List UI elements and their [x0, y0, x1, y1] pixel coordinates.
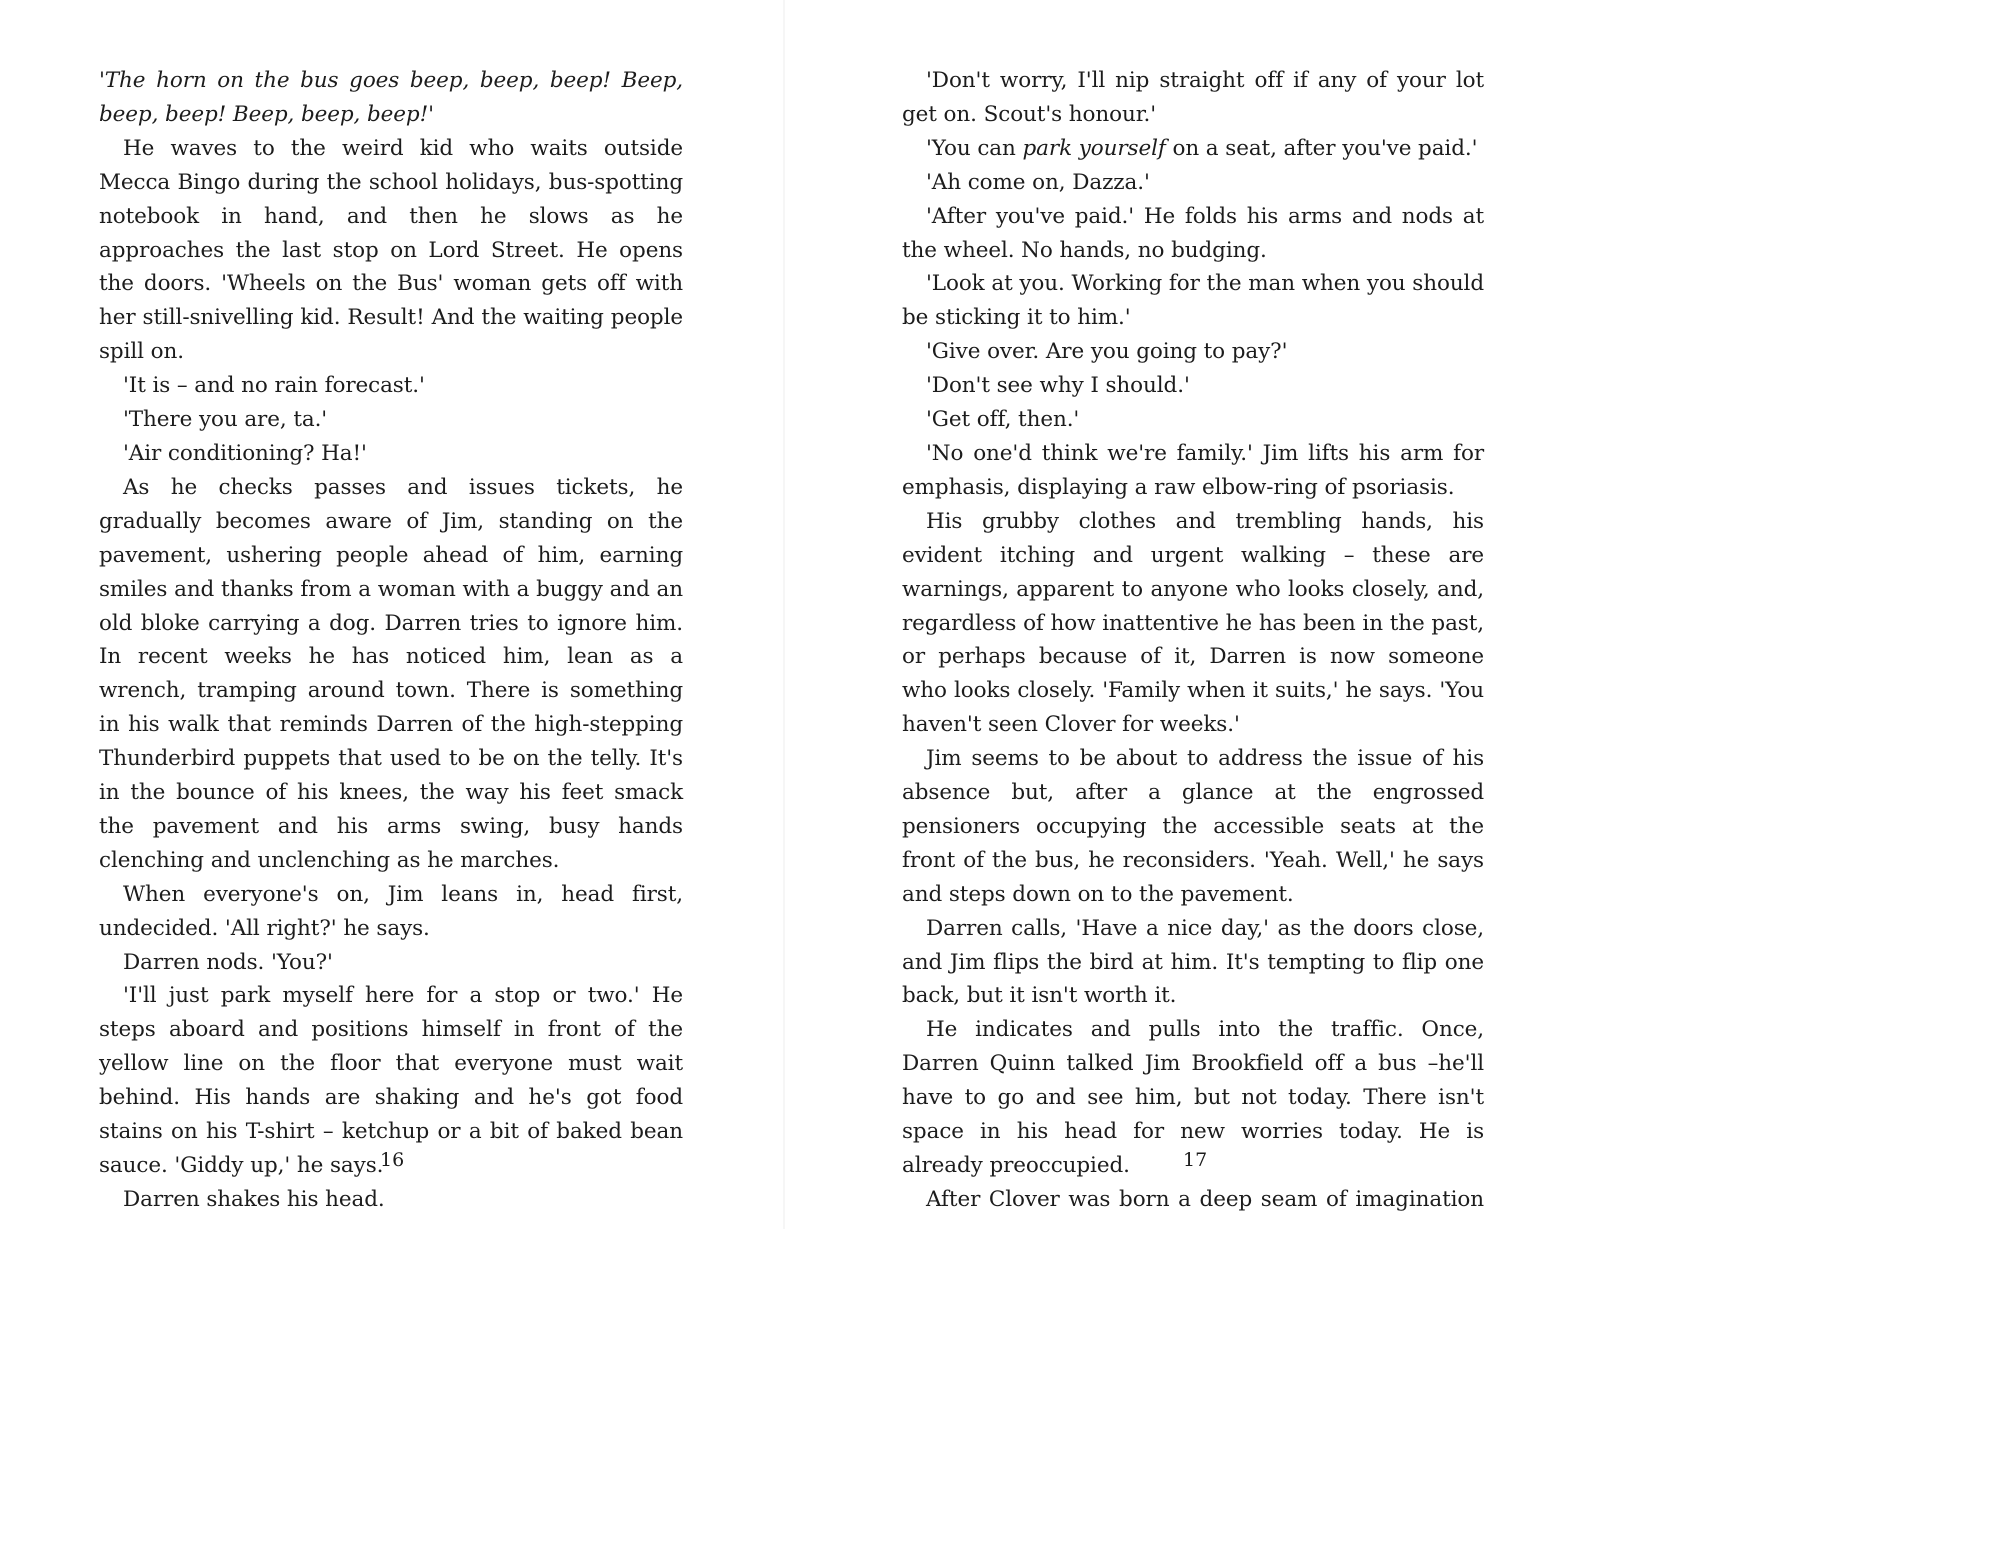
- text-segment: 'Don't see why I should.': [926, 373, 1190, 399]
- left-page: [0, 0, 784, 1229]
- text-segment: 'After you've paid.' He folds his arms and nods at the wheel. No hands, no budging.: [902, 203, 1484, 263]
- text-segment: on a seat, after you've paid.': [1165, 135, 1478, 161]
- text-segment: 'Air conditioning? Ha!': [123, 440, 367, 466]
- text-segment: 'Look at you. Working for the man when you should be sticking it to him.': [902, 271, 1484, 331]
- text-segment: His grubby clothes and trembling hands, his evident itching and urgent walking – these are warnings, apparent to anyone who looks closely, and, regardless of how inattentive he has been in the past, or perhaps because of it, Darren is now someone who looks closely. 'Family when it suits,' he says. 'You haven't seen Clover for weeks.': [902, 508, 1484, 738]
- paragraph: [902, 403, 1484, 437]
- paragraph: [902, 912, 1484, 1014]
- paragraph: [902, 200, 1484, 268]
- text-segment: He waves to the weird kid who waits outside Mecca Bingo during the school holidays, bus-spotting notebook in hand, and then he slows as he approaches the last stop on Lord Street. He opens the doors. 'Wheels on the Bus' woman gets off with her still-snivelling kid. Result! And the waiting people spill on.: [99, 135, 683, 365]
- text-segment: As he checks passes and issues tickets, he gradually becomes aware of Jim, standing on the pavement, ushering people ahead of him, earning smiles and thanks from a woman with a buggy and an old bloke carrying a dog. Darren tries to ignore him. In recent weeks he has noticed him, lean as a wrench, tramping around town. There is something in his walk that reminds Darren of the high-stepping Thunderbird puppets that used to be on the telly. It's in the bounce of his knees, the way his feet smack the pavement and his arms swing, busy hands clenching and unclenching as he marches.: [99, 474, 683, 873]
- paragraph: [99, 64, 683, 132]
- text-segment: 'No one'd think we're family.' Jim lifts his arm for emphasis, displaying a raw elbow-ring of psoriasis.: [902, 440, 1484, 500]
- page-number: 16: [380, 1149, 405, 1171]
- text-segment: 'There you are, ta.': [123, 407, 328, 433]
- text-segment: Darren calls, 'Have a nice day,' as the doors close, and Jim flips the bird at him. It's tempting to flip one back, but it isn't worth it.: [902, 915, 1484, 1009]
- italic-text-segment: park yourself: [1022, 135, 1166, 161]
- text-segment: 'Give over. Are you going to pay?': [926, 339, 1288, 365]
- paragraph: [99, 1183, 683, 1217]
- paragraph: [99, 369, 683, 403]
- text-segment: 'Don't worry, I'll nip straight off if any of your lot get on. Scout's honour.': [902, 68, 1484, 127]
- paragraph: [902, 335, 1484, 369]
- text-segment: After Clover was born a deep seam of imagination: [926, 1186, 1484, 1212]
- paragraph: [99, 403, 683, 437]
- paragraph: [902, 64, 1484, 132]
- text-segment: He indicates and pulls into the traffic. Once, Darren Quinn talked Jim Brookfield off a bus –he'll have to go and see him, but not today. There isn't space in his head for new worries today. He is already preoccupied.: [902, 1017, 1484, 1178]
- text-segment: 'Get off, then.': [926, 407, 1080, 433]
- paragraph: [902, 267, 1484, 335]
- paragraph: [99, 132, 683, 369]
- paragraph: [99, 946, 683, 980]
- text-segment: 'Ah come on, Dazza.': [926, 169, 1150, 195]
- text-segment: Jim seems to be about to address the issue of his absence but, after a glance at the engrossed pensioners occupying the accessible seats at the front of the bus, he reconsiders. 'Yeah. Well,' he says and steps down on to the pavement.: [902, 746, 1484, 907]
- text-segment: Darren shakes his head.: [123, 1186, 385, 1212]
- text-segment: Darren nods. 'You?': [123, 949, 333, 975]
- paragraph: [99, 437, 683, 471]
- text-segment: 'I'll just park myself here for a stop or two.' He steps aboard and positions himself in front of the yellow line on the floor that everyone must wait behind. His hands are shaking and he's got food stains on his T-shirt – ketchup or a bit of baked bean sauce. 'Giddy up,' he says.: [99, 983, 683, 1178]
- left-page-text: [99, 64, 683, 1217]
- paragraph: [99, 471, 683, 878]
- right-page: [784, 0, 1568, 1229]
- paragraph: [902, 369, 1484, 403]
- text-segment: 'It is – and no rain forecast.': [123, 373, 425, 399]
- paragraph: [902, 742, 1484, 912]
- text-segment: When everyone's on, Jim leans in, head first, undecided. 'All right?' he says.: [99, 881, 683, 941]
- paragraph: [902, 505, 1484, 742]
- right-page-text: [902, 64, 1484, 1217]
- text-segment: 'The horn on the bus goes beep, beep, beep! Beep, beep, beep! Beep, beep, beep!': [99, 68, 683, 127]
- text-segment: 'You can: [926, 135, 1023, 161]
- paragraph: [902, 166, 1484, 200]
- paragraph: [99, 878, 683, 946]
- paragraph: [902, 132, 1484, 166]
- paragraph: [902, 1183, 1484, 1217]
- page-number: 17: [1183, 1149, 1208, 1171]
- paragraph: [902, 437, 1484, 505]
